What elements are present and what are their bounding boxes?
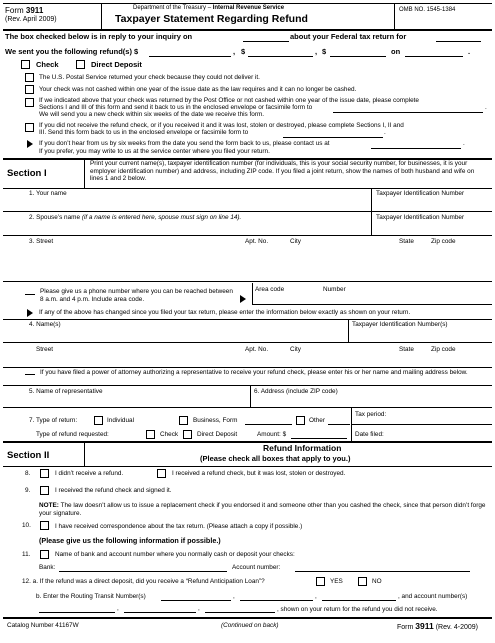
correspondence-checkbox[interactable]	[40, 521, 49, 530]
refund-dd-label: Direct Deposit	[197, 431, 238, 438]
refund-amount-1-line[interactable]	[149, 56, 231, 57]
about-return-text: about your Federal tax return for	[290, 32, 407, 41]
amount-line[interactable]	[291, 438, 347, 439]
inquiry-text: The box checked below is in reply to your inquiry on	[5, 32, 193, 41]
routing-comma-1: ,	[233, 593, 235, 600]
comma-2: ,	[315, 47, 318, 56]
refund-dd-checkbox[interactable]	[183, 430, 192, 439]
q11-number: 11.	[22, 551, 31, 558]
names-label: 4. Name(s)	[29, 321, 61, 328]
dollar-1: $	[241, 47, 246, 56]
section-1-header-rule	[3, 188, 492, 189]
row-1-rule	[3, 211, 492, 212]
form-title: Taxpayer Statement Regarding Refund	[115, 13, 308, 25]
account-number-line-1[interactable]	[39, 612, 115, 613]
form-number: Form 3911	[5, 6, 44, 15]
tax-period-label: Tax period:	[355, 411, 387, 418]
footer-rule	[3, 617, 492, 619]
individual-label: Individual	[107, 417, 135, 424]
notice-1-checkbox[interactable]	[25, 73, 34, 82]
notice-3-line-2: Sections I and III of this form and send it back to us in the enclosed envelope or facsimile form to	[39, 104, 313, 111]
street-label: 3. Street	[29, 238, 54, 245]
q9-number: 9.	[25, 487, 31, 494]
shown-on-return-text: , shown on your return for the refund you did not receive.	[277, 606, 438, 613]
notice-5-line-2: If you prefer, you may write to us at the service center where you filed your return.	[39, 148, 270, 155]
catalog-number: Catalog Number 41167W	[7, 622, 79, 629]
business-label: Business, Form	[193, 417, 238, 424]
bank-label: Bank:	[39, 564, 56, 571]
department-label: Department of the Treasury – Internal Revenue Service	[133, 5, 285, 11]
phone-bar-icon	[25, 294, 35, 295]
period: .	[468, 47, 471, 56]
bank-info-checkbox[interactable]	[40, 550, 49, 559]
address-label: 6. Address (include ZIP code)	[254, 388, 338, 395]
phone-arrow-icon	[240, 295, 246, 303]
notice-3-line-1: If we indicated above that your check was returned by the Post Office or not cashed within one year of the issue date, please complete	[39, 97, 419, 104]
continued-on-back: (Continued on back)	[221, 622, 279, 629]
routing-comma-2: ,	[315, 593, 317, 600]
row-changed-rule	[3, 319, 492, 320]
form-revision: (Rev. April 2009)	[5, 16, 57, 23]
account-number-line-2[interactable]	[124, 612, 196, 613]
representative-label: 5. Name of representative	[29, 388, 103, 395]
section-1-title: Section I	[7, 168, 47, 179]
other-line[interactable]	[328, 424, 350, 425]
routing-line-2[interactable]	[240, 600, 313, 601]
row-6-divider	[250, 385, 251, 407]
ral-yes-checkbox[interactable]	[316, 577, 325, 586]
row-4-rule	[3, 342, 492, 343]
check-all-subtitle: (Please check all boxes that apply to you.)	[200, 454, 351, 463]
dollar-2: $	[322, 47, 327, 56]
state-2-label: State	[399, 346, 414, 353]
apt-label: Apt. No.	[245, 238, 269, 245]
ral-no-checkbox[interactable]	[358, 577, 367, 586]
notice-3-line-3: We will send you a new check within six weeks of the date we receive this form.	[39, 111, 265, 118]
note-text: NOTE: The law doesn’t allow us to issue a replacement check if you endorsed it and someone other than you cashed the check, since that person didn’t forge your signature.	[39, 502, 486, 517]
refund-date-line[interactable]	[405, 56, 463, 57]
header-divider-left	[101, 3, 102, 29]
bank-info-label: Name of bank and account number where you normally cash or deposit your checks:	[55, 551, 295, 558]
return-year-line[interactable]	[436, 41, 481, 42]
notice-3-dot: .	[485, 104, 487, 111]
phone-box-left	[252, 283, 253, 304]
signed-check-checkbox[interactable]	[40, 486, 49, 495]
section-2-title: Section II	[7, 450, 50, 461]
date-filed-label: Date filed:	[355, 431, 384, 438]
individual-checkbox[interactable]	[94, 416, 103, 425]
row-5-rule	[3, 367, 492, 368]
apt-2-label: Apt. No.	[245, 346, 269, 353]
notice-3-address-line[interactable]	[333, 112, 483, 113]
direct-deposit-checkbox[interactable]	[76, 60, 85, 69]
notice-4-line-2: III. Send this form back to us in the enclosed envelope or facsimile form to	[39, 129, 249, 136]
section-2-header-rule	[3, 466, 492, 467]
section-1-instructions: Print your current name(s), taxpayer identification number (for individuals, this is your social security number, for businesses, it is your employer identification number) and address, including ZIP code. If you filed a joint return, show the names of both husband and wife on lines 1 and 2 below.	[90, 160, 475, 183]
state-label: State	[399, 238, 414, 245]
zip-label: Zip code	[431, 238, 456, 245]
city-2-label: City	[290, 346, 302, 353]
phone-number-label: Number	[323, 286, 346, 293]
row-6-rule	[3, 407, 492, 408]
type-refund-label: Type of refund requested:	[36, 431, 109, 438]
area-code-label: Area code	[255, 286, 285, 293]
q8-number: 8.	[25, 470, 31, 477]
comma-1: ,	[233, 47, 236, 56]
signed-check-label: I received the refund check and signed it.	[55, 487, 172, 494]
account-label: Account number:	[232, 564, 281, 571]
routing-line-3[interactable]	[322, 600, 396, 601]
q12b-text: b. Enter the Routing Transit Number(s)	[36, 593, 146, 600]
notice-2-checkbox[interactable]	[25, 85, 34, 94]
refund-info-title: Refund Information	[263, 443, 342, 453]
street-2-label: Street	[36, 346, 54, 353]
account-line[interactable]	[295, 571, 470, 572]
changed-arrow-icon	[27, 309, 33, 317]
row-4-divider	[348, 319, 349, 342]
account-comma-2: ,	[198, 605, 200, 612]
notice-4-line-1: If you did not receive the refund check, or if you received it and it was lost, stolen or destroyed, please complete Sections I, II and	[39, 122, 404, 129]
spouse-name-label: 2. Spouse’s name (if a name is entered here, spouse must sign on line 14).	[29, 214, 242, 221]
type-return-label: 7. Type of return:	[29, 417, 78, 424]
routing-line-1[interactable]	[161, 600, 231, 601]
check-checkbox[interactable]	[21, 60, 30, 69]
changed-instructions: If any of the above has changed since you filed your tax return, please enter the information below exactly as shown on your return.	[39, 309, 411, 316]
check-label: Check	[36, 60, 59, 69]
lost-check-checkbox[interactable]	[157, 469, 166, 478]
notice-5-line-1: If you don’t hear from us by six weeks from the date you send the form back to us, please contact us at	[39, 140, 330, 147]
inquiry-date-line[interactable]	[243, 41, 289, 42]
row-2-rule	[3, 235, 492, 236]
tax-period-rule	[351, 424, 492, 425]
on-text: on	[391, 47, 401, 56]
phone-instructions: Please give us a phone number where you can be reached between 8 a.m. and 4 p.m. Include area code.	[40, 288, 233, 303]
notice-5-contact-line[interactable]	[371, 148, 461, 149]
omb-number: OMB NO. 1545-1384	[399, 7, 456, 13]
direct-deposit-label: Direct Deposit	[91, 60, 142, 69]
phone-box-bottom[interactable]	[252, 304, 492, 305]
bank-line[interactable]	[59, 571, 227, 572]
other-checkbox[interactable]	[296, 416, 305, 425]
amount-label: Amount: $	[257, 431, 287, 438]
notice-3-checkbox[interactable]	[25, 98, 34, 107]
account-number-line-3[interactable]	[205, 612, 275, 613]
your-name-label: 1. Your name	[29, 190, 67, 197]
lost-check-label: I received a refund check, but it was lost, stolen or destroyed.	[172, 470, 346, 477]
header-divider-right	[394, 3, 395, 29]
zip-2-label: Zip code	[431, 346, 456, 353]
poa-instructions: If you have filed a power of attorney authorizing a representative to receive your refund check, please enter his or her name and mailing address below.	[40, 369, 468, 376]
no-refund-label: I didn’t receive a refund.	[55, 470, 124, 477]
notice-1: The U.S. Postal Service returned your check because they could not deliver it.	[39, 74, 260, 81]
notice-4-checkbox[interactable]	[25, 123, 34, 132]
other-label: Other	[309, 417, 325, 424]
no-refund-checkbox[interactable]	[40, 469, 49, 478]
q12a-text: 12. a. If the refund was a direct deposit, did you receive a “Refund Anticipation Loan”?	[22, 578, 265, 585]
business-checkbox[interactable]	[179, 416, 188, 425]
correspondence-label: I have received correspondence about the tax return. (Please attach a copy if possible.)	[55, 523, 303, 530]
row-3-rule	[3, 281, 492, 282]
tin-2-label: Taxpayer Identification Number	[376, 214, 465, 221]
refund-amount-3-line[interactable]	[330, 56, 386, 57]
account-numbers-text: , and account number(s)	[398, 593, 468, 600]
notice-4-dot: .	[384, 129, 386, 136]
ral-no-label: NO	[372, 578, 382, 585]
city-label: City	[290, 238, 302, 245]
notice-4-address-line[interactable]	[283, 137, 383, 138]
notice-5-arrow-icon	[27, 140, 33, 148]
refund-amount-2-line[interactable]	[248, 56, 313, 57]
section-1-title-divider	[84, 159, 85, 188]
business-form-line[interactable]	[245, 424, 292, 425]
refund-check-label: Check	[160, 431, 179, 438]
section-2-top-rule	[3, 441, 492, 443]
notice-5-dot: .	[463, 140, 465, 147]
form-3911-page	[3, 3, 492, 637]
poa-bar-icon	[25, 374, 35, 375]
use-following-text: (Please give us the following information if possible.)	[39, 536, 221, 545]
notice-2: Your check was not cashed within one year of the issue date as the law requires and it can no longer be cashed.	[39, 86, 357, 93]
top-rule	[3, 3, 492, 4]
refunds-sent-text: We sent you the following refund(s) $	[5, 47, 139, 56]
footer-form-number: Form 3911 (Rev. 4-2009)	[397, 621, 478, 631]
q10-number: 10.	[22, 522, 31, 529]
header-rule	[3, 29, 492, 31]
row-poa-rule	[3, 385, 492, 386]
tin-label: Taxpayer Identification Number	[376, 190, 465, 197]
refund-check-checkbox[interactable]	[146, 430, 155, 439]
tins-label: Taxpayer Identification Number(s)	[352, 321, 448, 328]
account-comma-1: ,	[117, 605, 119, 612]
ral-yes-label: YES	[330, 578, 343, 585]
section-2-title-divider	[84, 442, 85, 466]
